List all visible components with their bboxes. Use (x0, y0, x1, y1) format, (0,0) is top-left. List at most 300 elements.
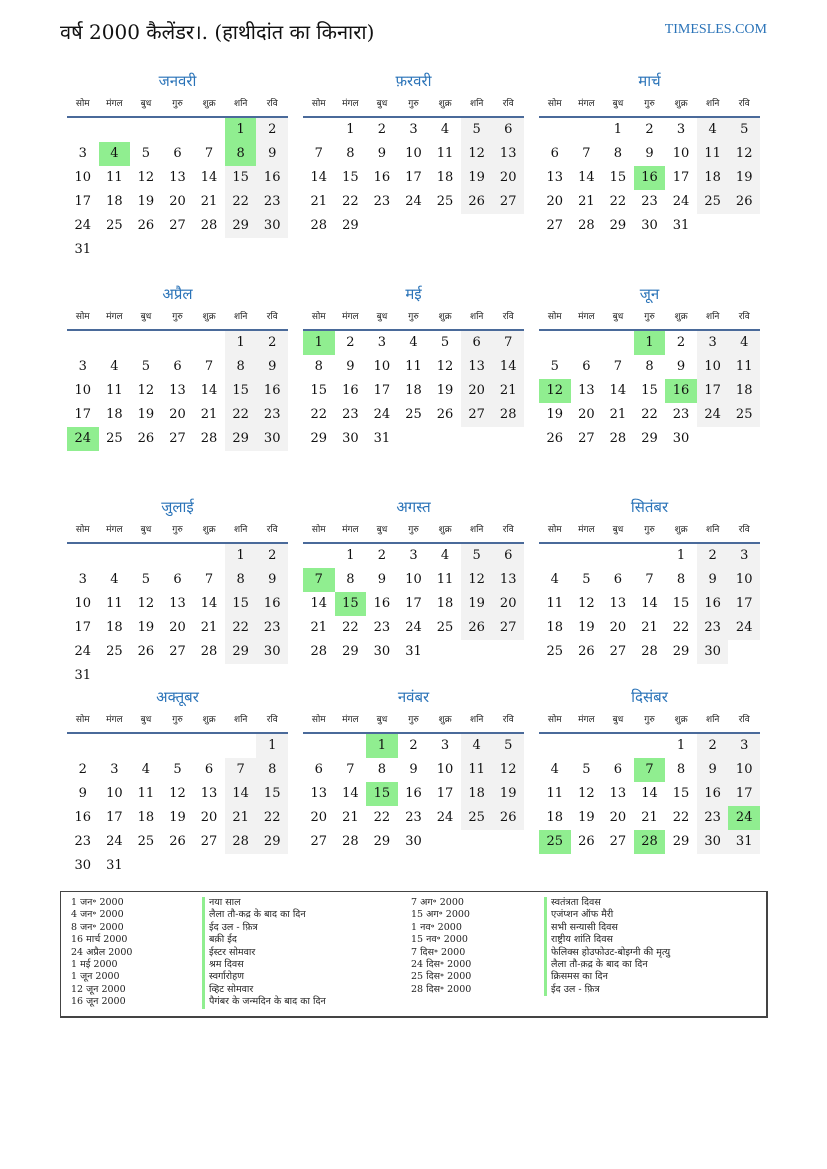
day-cell[interactable]: 15 (366, 782, 398, 806)
day-cell[interactable]: 4 (110, 359, 119, 374)
day-cell[interactable]: 16 (697, 782, 729, 806)
day-cell[interactable]: 20 (200, 810, 218, 825)
day-cell[interactable]: 4 (550, 572, 559, 587)
day-cell[interactable]: 16 (256, 166, 288, 190)
day-cell[interactable]: 17 (106, 810, 123, 825)
day-cell[interactable]: 5 (582, 572, 591, 587)
day-cell[interactable]: 22 (672, 810, 690, 825)
day-cell[interactable]: 9 (697, 568, 729, 592)
day-cell[interactable]: 2 (697, 544, 729, 568)
day-cell[interactable]: 3 (78, 146, 87, 161)
day-cell[interactable]: 21 (310, 194, 328, 209)
day-cell[interactable]: 13 (492, 568, 524, 592)
day-cell[interactable]: 27 (310, 834, 328, 849)
day-cell[interactable]: 14 (492, 355, 524, 379)
day-cell[interactable]: 17 (697, 379, 729, 403)
day-cell[interactable]: 24 (672, 194, 690, 209)
day-cell[interactable]: 5 (461, 544, 493, 568)
day-cell[interactable]: 18 (137, 810, 155, 825)
day-cell[interactable]: 23 (697, 616, 729, 640)
day-cell[interactable]: 24 (373, 407, 391, 422)
day-cell[interactable]: 15 (335, 592, 367, 616)
day-cell[interactable]: 15 (256, 782, 288, 806)
day-cell[interactable]: 6 (173, 146, 182, 161)
day-cell[interactable]: 15 (641, 383, 658, 398)
day-cell[interactable]: 17 (74, 620, 92, 635)
day-cell[interactable]: 15 (225, 592, 257, 616)
day-cell[interactable]: 11 (137, 786, 155, 801)
day-cell[interactable]: 28 (310, 644, 328, 659)
day-cell[interactable]: 8 (225, 568, 257, 592)
day-cell[interactable]: 31 (106, 858, 123, 873)
day-cell[interactable]: 5 (492, 734, 524, 758)
day-cell[interactable]: 30 (672, 431, 690, 446)
day-cell[interactable]: 28 (225, 830, 257, 854)
day-cell[interactable]: 11 (405, 359, 422, 374)
day-cell[interactable]: 1 (225, 544, 257, 568)
day-cell[interactable]: 24 (405, 194, 422, 209)
day-cell[interactable]: 13 (200, 786, 218, 801)
day-cell[interactable]: 27 (169, 644, 186, 659)
day-cell[interactable]: 10 (728, 758, 760, 782)
day-cell[interactable]: 19 (546, 407, 564, 422)
day-cell[interactable]: 3 (728, 544, 760, 568)
day-cell[interactable]: 31 (405, 644, 422, 659)
day-cell[interactable]: 14 (200, 383, 218, 398)
day-cell[interactable]: 12 (728, 142, 760, 166)
day-cell[interactable]: 25 (405, 407, 422, 422)
day-cell[interactable]: 20 (169, 620, 186, 635)
day-cell[interactable]: 26 (137, 218, 155, 233)
day-cell[interactable]: 12 (461, 142, 493, 166)
day-cell[interactable]: 25 (546, 644, 564, 659)
day-cell[interactable]: 11 (106, 596, 123, 611)
day-cell[interactable]: 20 (609, 620, 627, 635)
day-cell[interactable]: 12 (137, 596, 155, 611)
day-cell[interactable]: 9 (697, 758, 729, 782)
day-cell[interactable]: 8 (225, 142, 257, 166)
day-cell[interactable]: 13 (310, 786, 328, 801)
day-cell[interactable]: 19 (137, 194, 155, 209)
day-cell[interactable]: 22 (225, 190, 257, 214)
day-cell[interactable]: 10 (405, 146, 422, 161)
day-cell[interactable]: 7 (204, 572, 214, 587)
day-cell[interactable]: 19 (461, 592, 493, 616)
day-cell[interactable]: 18 (405, 383, 422, 398)
day-cell[interactable]: 20 (546, 194, 564, 209)
day-cell[interactable]: 13 (492, 142, 524, 166)
day-cell[interactable]: 17 (74, 194, 92, 209)
day-cell[interactable]: 7 (225, 758, 257, 782)
day-cell[interactable]: 14 (200, 596, 218, 611)
day-cell[interactable]: 13 (169, 596, 186, 611)
day-cell[interactable]: 25 (697, 190, 729, 214)
day-cell[interactable]: 1 (303, 331, 335, 355)
day-cell[interactable]: 24 (74, 644, 92, 659)
day-cell[interactable]: 4 (461, 734, 493, 758)
day-cell[interactable]: 23 (373, 194, 391, 209)
day-cell[interactable]: 24 (67, 427, 99, 451)
day-cell[interactable]: 12 (169, 786, 186, 801)
day-cell[interactable]: 30 (256, 640, 288, 664)
day-cell[interactable]: 22 (373, 810, 391, 825)
day-cell[interactable]: 18 (697, 166, 729, 190)
day-cell[interactable]: 3 (440, 738, 450, 753)
day-cell[interactable]: 16 (74, 810, 92, 825)
day-cell[interactable]: 23 (74, 834, 92, 849)
day-cell[interactable]: 7 (204, 359, 214, 374)
day-cell[interactable]: 18 (436, 170, 454, 185)
day-cell[interactable]: 2 (346, 335, 355, 350)
day-cell[interactable]: 23 (405, 810, 422, 825)
day-cell[interactable]: 7 (492, 331, 524, 355)
day-cell[interactable]: 2 (676, 335, 686, 350)
day-cell[interactable]: 4 (440, 122, 450, 137)
day-cell[interactable]: 13 (169, 383, 186, 398)
day-cell[interactable]: 26 (492, 806, 524, 830)
day-cell[interactable]: 20 (461, 379, 493, 403)
day-cell[interactable]: 11 (728, 355, 760, 379)
day-cell[interactable]: 1 (225, 331, 257, 355)
day-cell[interactable]: 14 (578, 170, 595, 185)
day-cell[interactable]: 28 (310, 218, 328, 233)
day-cell[interactable]: 24 (697, 403, 729, 427)
day-cell[interactable]: 2 (256, 331, 288, 355)
day-cell[interactable]: 22 (225, 403, 257, 427)
day-cell[interactable]: 19 (728, 166, 760, 190)
day-cell[interactable]: 26 (461, 190, 493, 214)
day-cell[interactable]: 5 (440, 335, 450, 350)
day-cell[interactable]: 16 (342, 383, 359, 398)
day-cell[interactable]: 23 (256, 403, 288, 427)
day-cell[interactable]: 28 (634, 830, 666, 854)
day-cell[interactable]: 30 (697, 830, 729, 854)
day-cell[interactable]: 20 (578, 407, 595, 422)
day-cell[interactable]: 22 (225, 616, 257, 640)
day-cell[interactable]: 26 (578, 644, 595, 659)
day-cell[interactable]: 5 (141, 146, 151, 161)
day-cell[interactable]: 15 (342, 170, 359, 185)
day-cell[interactable]: 2 (377, 122, 387, 137)
day-cell[interactable]: 8 (645, 359, 654, 374)
day-cell[interactable]: 25 (436, 194, 454, 209)
day-cell[interactable]: 10 (74, 170, 92, 185)
day-cell[interactable]: 29 (225, 640, 257, 664)
day-cell[interactable]: 19 (169, 810, 186, 825)
day-cell[interactable]: 21 (641, 620, 658, 635)
day-cell[interactable]: 26 (578, 834, 595, 849)
day-cell[interactable]: 25 (106, 218, 123, 233)
day-cell[interactable]: 10 (373, 359, 391, 374)
day-cell[interactable]: 27 (461, 403, 493, 427)
day-cell[interactable]: 3 (409, 548, 418, 563)
day-cell[interactable]: 12 (578, 786, 595, 801)
day-cell[interactable]: 6 (173, 572, 182, 587)
day-cell[interactable]: 25 (137, 834, 155, 849)
day-cell[interactable]: 3 (409, 122, 418, 137)
day-cell[interactable]: 22 (641, 407, 658, 422)
day-cell[interactable]: 21 (200, 194, 218, 209)
day-cell[interactable]: 7 (645, 572, 654, 587)
day-cell[interactable]: 10 (672, 146, 690, 161)
day-cell[interactable]: 31 (373, 431, 391, 446)
day-cell[interactable]: 15 (609, 170, 627, 185)
day-cell[interactable]: 14 (342, 786, 359, 801)
day-cell[interactable]: 14 (641, 786, 658, 801)
day-cell[interactable]: 6 (204, 762, 214, 777)
day-cell[interactable]: 31 (672, 218, 690, 233)
day-cell[interactable]: 14 (641, 596, 658, 611)
day-cell[interactable]: 23 (256, 616, 288, 640)
day-cell[interactable]: 27 (492, 190, 524, 214)
day-cell[interactable]: 4 (440, 548, 450, 563)
day-cell[interactable]: 29 (672, 834, 690, 849)
site-link[interactable]: TIMESLES.COM (664, 22, 767, 37)
day-cell[interactable]: 3 (78, 359, 87, 374)
day-cell[interactable]: 8 (346, 146, 355, 161)
day-cell[interactable]: 24 (728, 806, 760, 830)
day-cell[interactable]: 6 (582, 359, 591, 374)
day-cell[interactable]: 28 (609, 431, 627, 446)
day-cell[interactable]: 4 (409, 335, 418, 350)
day-cell[interactable]: 1 (676, 548, 686, 563)
day-cell[interactable]: 31 (74, 242, 92, 257)
day-cell[interactable]: 31 (728, 830, 760, 854)
day-cell[interactable]: 23 (373, 620, 391, 635)
day-cell[interactable]: 13 (578, 383, 595, 398)
day-cell[interactable]: 27 (546, 218, 564, 233)
day-cell[interactable]: 12 (461, 568, 493, 592)
day-cell[interactable]: 25 (106, 644, 123, 659)
day-cell[interactable]: 26 (546, 431, 564, 446)
day-cell[interactable]: 6 (173, 359, 182, 374)
day-cell[interactable]: 11 (106, 170, 123, 185)
day-cell[interactable]: 7 (346, 762, 355, 777)
day-cell[interactable]: 5 (141, 572, 151, 587)
day-cell[interactable]: 10 (106, 786, 123, 801)
day-cell[interactable]: 25 (539, 830, 571, 854)
day-cell[interactable]: 29 (609, 218, 627, 233)
day-cell[interactable]: 19 (137, 620, 155, 635)
day-cell[interactable]: 9 (78, 786, 87, 801)
day-cell[interactable]: 19 (137, 407, 155, 422)
day-cell[interactable]: 4 (728, 331, 760, 355)
day-cell[interactable]: 16 (665, 379, 697, 403)
day-cell[interactable]: 10 (697, 355, 729, 379)
day-cell[interactable]: 10 (728, 568, 760, 592)
day-cell[interactable]: 25 (106, 431, 123, 446)
day-cell[interactable]: 12 (436, 359, 454, 374)
day-cell[interactable]: 5 (141, 359, 151, 374)
day-cell[interactable]: 9 (676, 359, 686, 374)
day-cell[interactable]: 30 (256, 427, 288, 451)
day-cell[interactable]: 14 (609, 383, 627, 398)
day-cell[interactable]: 27 (169, 431, 186, 446)
day-cell[interactable]: 3 (78, 572, 87, 587)
day-cell[interactable]: 23 (256, 190, 288, 214)
day-cell[interactable]: 26 (137, 644, 155, 659)
day-cell[interactable]: 4 (550, 762, 559, 777)
day-cell[interactable]: 10 (74, 383, 92, 398)
day-cell[interactable]: 19 (492, 782, 524, 806)
day-cell[interactable]: 25 (436, 620, 454, 635)
day-cell[interactable]: 30 (641, 218, 658, 233)
day-cell[interactable]: 11 (436, 572, 454, 587)
day-cell[interactable]: 1 (256, 734, 288, 758)
day-cell[interactable]: 1 (346, 122, 355, 137)
day-cell[interactable]: 21 (342, 810, 359, 825)
day-cell[interactable]: 30 (342, 431, 359, 446)
day-cell[interactable]: 18 (461, 782, 493, 806)
day-cell[interactable]: 22 (609, 194, 627, 209)
day-cell[interactable]: 29 (225, 427, 257, 451)
day-cell[interactable]: 29 (256, 830, 288, 854)
day-cell[interactable]: 11 (436, 146, 454, 161)
day-cell[interactable]: 26 (461, 616, 493, 640)
day-cell[interactable]: 3 (377, 335, 387, 350)
day-cell[interactable]: 9 (377, 572, 387, 587)
day-cell[interactable]: 9 (346, 359, 355, 374)
day-cell[interactable]: 23 (697, 806, 729, 830)
day-cell[interactable]: 2 (256, 544, 288, 568)
day-cell[interactable]: 1 (676, 738, 686, 753)
day-cell[interactable]: 30 (405, 834, 422, 849)
day-cell[interactable]: 15 (672, 786, 690, 801)
day-cell[interactable]: 16 (697, 592, 729, 616)
day-cell[interactable]: 19 (436, 383, 454, 398)
day-cell[interactable]: 26 (436, 407, 454, 422)
day-cell[interactable]: 3 (728, 734, 760, 758)
day-cell[interactable]: 11 (546, 786, 564, 801)
day-cell[interactable]: 13 (169, 170, 186, 185)
day-cell[interactable]: 14 (310, 596, 328, 611)
day-cell[interactable]: 15 (310, 383, 328, 398)
day-cell[interactable]: 18 (106, 407, 123, 422)
day-cell[interactable]: 16 (373, 596, 391, 611)
day-cell[interactable]: 20 (492, 166, 524, 190)
day-cell[interactable]: 26 (137, 431, 155, 446)
day-cell[interactable]: 17 (405, 596, 422, 611)
day-cell[interactable]: 22 (310, 407, 328, 422)
day-cell[interactable]: 5 (582, 762, 591, 777)
day-cell[interactable]: 23 (342, 407, 359, 422)
day-cell[interactable]: 17 (74, 407, 92, 422)
day-cell[interactable]: 15 (225, 379, 257, 403)
day-cell[interactable]: 27 (492, 616, 524, 640)
day-cell[interactable]: 14 (225, 782, 257, 806)
day-cell[interactable]: 8 (256, 758, 288, 782)
day-cell[interactable]: 24 (436, 810, 454, 825)
day-cell[interactable]: 21 (200, 407, 218, 422)
day-cell[interactable]: 4 (110, 572, 119, 587)
day-cell[interactable]: 6 (613, 762, 623, 777)
day-cell[interactable]: 20 (492, 592, 524, 616)
day-cell[interactable]: 20 (169, 407, 186, 422)
day-cell[interactable]: 6 (314, 762, 323, 777)
day-cell[interactable]: 7 (314, 146, 323, 161)
day-cell[interactable]: 19 (461, 166, 493, 190)
day-cell[interactable]: 2 (697, 734, 729, 758)
day-cell[interactable]: 27 (609, 834, 627, 849)
day-cell[interactable]: 9 (645, 146, 654, 161)
day-cell[interactable]: 25 (461, 806, 493, 830)
day-cell[interactable]: 17 (728, 592, 760, 616)
day-cell[interactable]: 27 (200, 834, 218, 849)
day-cell[interactable]: 8 (676, 762, 686, 777)
day-cell[interactable]: 22 (256, 806, 288, 830)
day-cell[interactable]: 2 (256, 118, 288, 142)
day-cell[interactable]: 28 (200, 644, 218, 659)
day-cell[interactable]: 28 (578, 218, 595, 233)
day-cell[interactable]: 6 (613, 572, 623, 587)
day-cell[interactable]: 31 (74, 668, 92, 683)
day-cell[interactable]: 1 (346, 548, 355, 563)
day-cell[interactable]: 21 (641, 810, 658, 825)
day-cell[interactable]: 2 (645, 122, 654, 137)
day-cell[interactable]: 28 (342, 834, 359, 849)
day-cell[interactable]: 1 (366, 734, 398, 758)
day-cell[interactable]: 18 (106, 620, 123, 635)
day-cell[interactable]: 18 (728, 379, 760, 403)
day-cell[interactable]: 16 (634, 166, 666, 190)
day-cell[interactable]: 12 (539, 379, 571, 403)
day-cell[interactable]: 21 (609, 407, 627, 422)
day-cell[interactable]: 6 (461, 331, 493, 355)
day-cell[interactable]: 8 (225, 355, 257, 379)
day-cell[interactable]: 7 (303, 568, 335, 592)
day-cell[interactable]: 21 (200, 620, 218, 635)
day-cell[interactable]: 21 (578, 194, 595, 209)
day-cell[interactable]: 24 (405, 620, 422, 635)
day-cell[interactable]: 4 (99, 142, 131, 166)
day-cell[interactable]: 2 (78, 762, 87, 777)
day-cell[interactable]: 7 (582, 146, 591, 161)
day-cell[interactable]: 1 (634, 331, 666, 355)
day-cell[interactable]: 26 (169, 834, 186, 849)
day-cell[interactable]: 17 (405, 170, 422, 185)
day-cell[interactable]: 29 (672, 644, 690, 659)
day-cell[interactable]: 3 (697, 331, 729, 355)
day-cell[interactable]: 5 (550, 359, 559, 374)
day-cell[interactable]: 10 (436, 762, 454, 777)
day-cell[interactable]: 30 (256, 214, 288, 238)
day-cell[interactable]: 29 (373, 834, 391, 849)
day-cell[interactable]: 20 (310, 810, 328, 825)
day-cell[interactable]: 30 (697, 640, 729, 664)
day-cell[interactable]: 29 (641, 431, 658, 446)
day-cell[interactable]: 8 (613, 146, 623, 161)
day-cell[interactable]: 1 (613, 122, 623, 137)
day-cell[interactable]: 24 (728, 616, 760, 640)
day-cell[interactable]: 28 (492, 403, 524, 427)
day-cell[interactable]: 2 (377, 548, 387, 563)
day-cell[interactable]: 29 (342, 644, 359, 659)
day-cell[interactable]: 18 (106, 194, 123, 209)
day-cell[interactable]: 20 (609, 810, 627, 825)
day-cell[interactable]: 15 (225, 166, 257, 190)
day-cell[interactable]: 22 (342, 194, 359, 209)
day-cell[interactable]: 17 (373, 383, 391, 398)
day-cell[interactable]: 29 (342, 218, 359, 233)
day-cell[interactable]: 10 (74, 596, 92, 611)
day-cell[interactable]: 6 (492, 118, 524, 142)
day-cell[interactable]: 15 (672, 596, 690, 611)
day-cell[interactable]: 6 (550, 146, 559, 161)
day-cell[interactable]: 11 (697, 142, 729, 166)
day-cell[interactable]: 26 (728, 190, 760, 214)
day-cell[interactable]: 28 (200, 218, 218, 233)
day-cell[interactable]: 14 (310, 170, 328, 185)
